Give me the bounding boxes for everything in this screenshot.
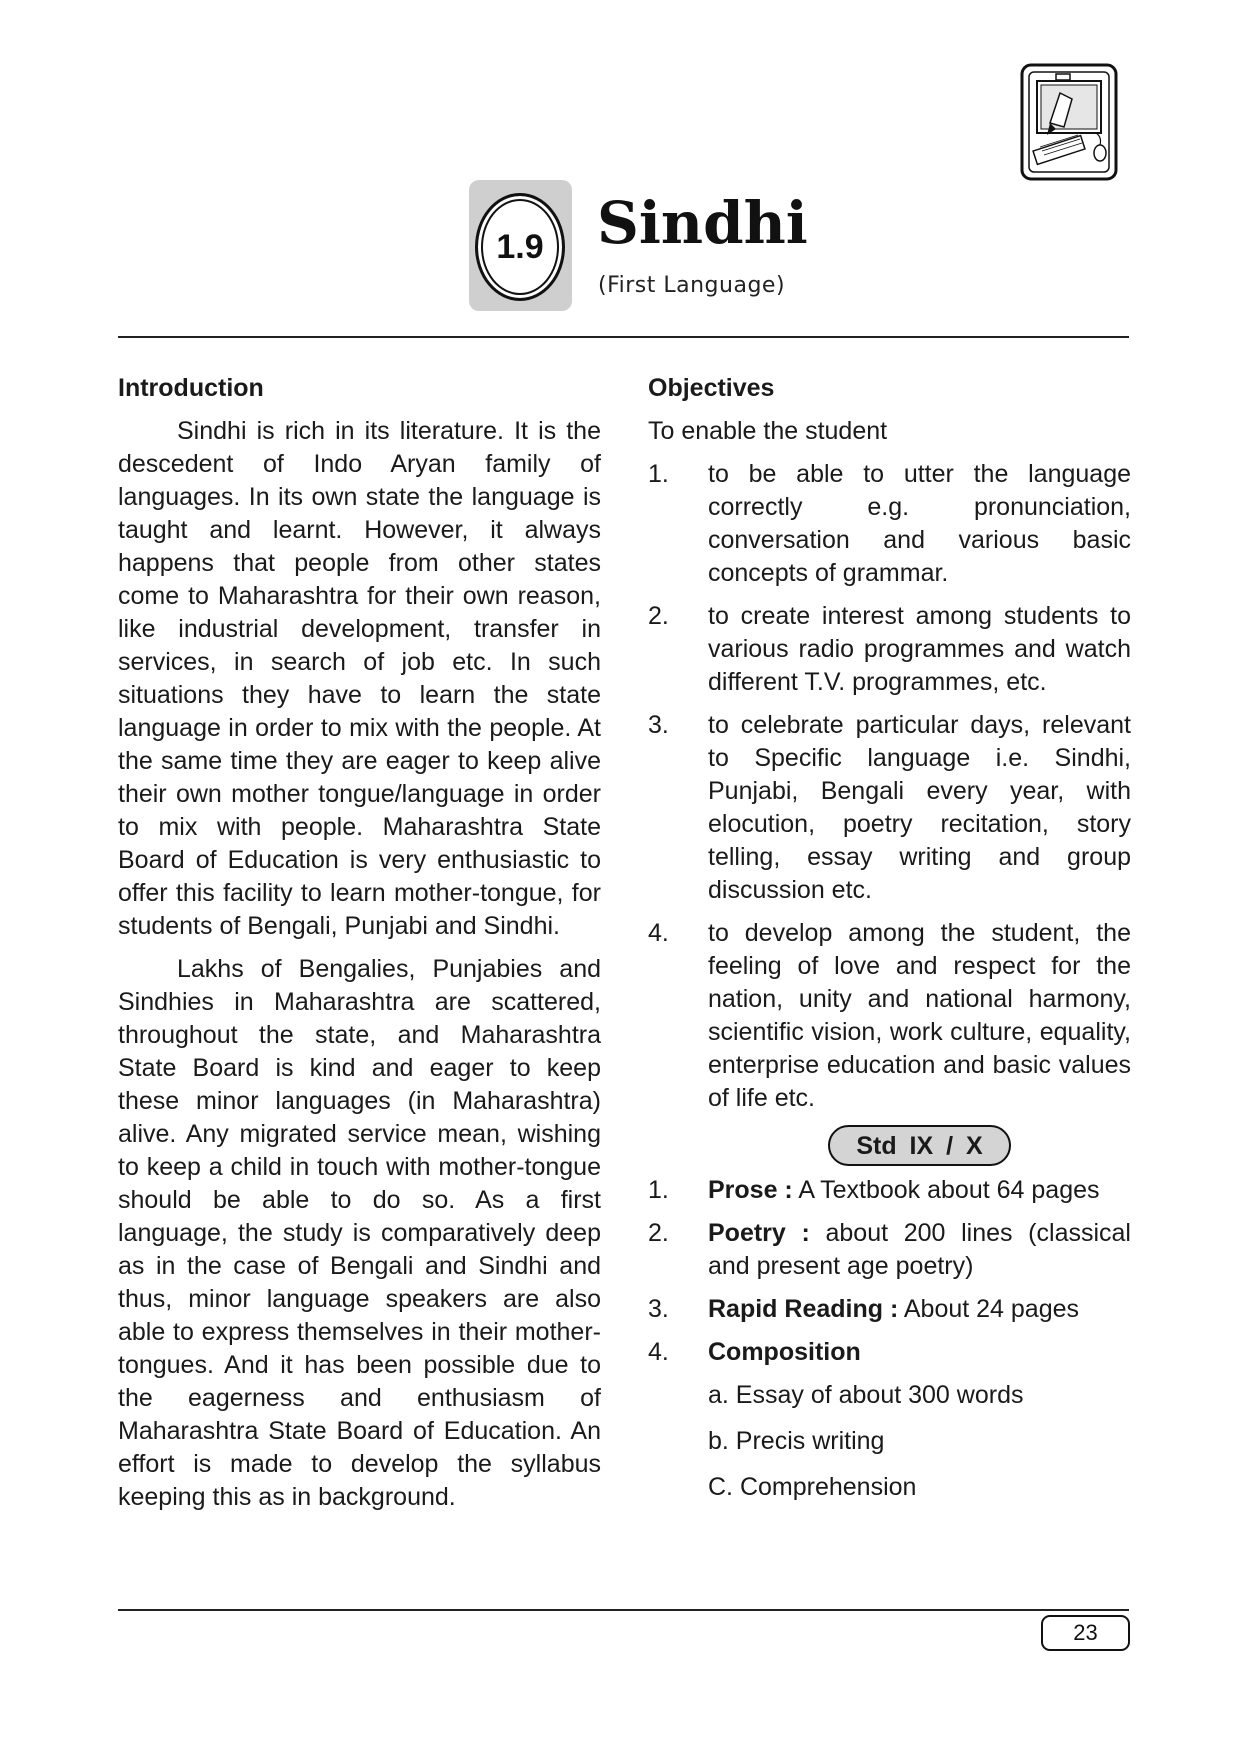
chapter-number: 1.9: [475, 193, 565, 301]
item-term: Prose :: [708, 1176, 793, 1204]
page-number: 23: [1041, 1615, 1130, 1651]
objectives-heading: Objectives: [648, 374, 775, 402]
introduction-section: [118, 372, 601, 1514]
standard-label: Std IX / X: [828, 1125, 1010, 1166]
list-item: [648, 600, 1131, 699]
chapter-badge: [469, 180, 572, 311]
bottom-divider: [118, 1609, 1129, 1611]
list-item: [648, 709, 1131, 907]
composition-item: C. Comprehension: [708, 1473, 917, 1501]
introduction-paragraph: Sindhi is rich in its literature. It is the descedent of Indo Aryan family of languages. In its own state the language is taught and learnt. However, it always happens that people from other states come to Maharashtra for their own reason, like industrial development, transfer in services, in search of job etc. In such situations they have to learn the state language in order to mix with the people. At the same time they are eager to keep alive their own mother tongue/language in order to mix with people. Maharashtra State Board of Education is very enthusiastic to offer this facility to learn mother-tongue, for students of Bengali, Punjabi and Sindhi.: [118, 417, 601, 940]
syllabus-list: [648, 1174, 1131, 1369]
item-detail: A Textbook about 64 pages: [792, 1176, 1100, 1204]
item-number: 4.: [648, 1338, 669, 1366]
composition-item: a. Essay of about 300 words: [708, 1381, 1024, 1409]
item-number: 1.: [648, 460, 669, 488]
item-detail: About 24 pages: [898, 1295, 1080, 1323]
item-number: 1.: [648, 1176, 669, 1204]
item-number: 2.: [648, 1219, 669, 1247]
item-text: [708, 1336, 1131, 1369]
item-term: Poetry :: [708, 1219, 810, 1247]
item-number: 3.: [648, 711, 669, 739]
item-term: Composition: [708, 1338, 861, 1366]
item-text: [708, 1174, 1131, 1207]
computer-drawing-icon: [1020, 63, 1118, 181]
item-text: [708, 1293, 1131, 1326]
item-text: to create interest among students to various radio programmes and watch different T.V. programmes, etc.: [708, 602, 1131, 696]
standard-label-wrap: [648, 1125, 1131, 1166]
item-number: 4.: [648, 919, 669, 947]
list-item: [648, 1293, 1131, 1326]
item-number: 3.: [648, 1295, 669, 1323]
list-item: [648, 917, 1131, 1115]
item-text: to celebrate particular days, relevant to Specific language i.e. Sindhi, Punjabi, Bengali every year, with elocution, poetry recitation, story telling, essay writing and group discussion etc.: [708, 711, 1131, 904]
top-divider: [118, 336, 1129, 338]
objectives-list: [648, 458, 1131, 1115]
introduction-heading: Introduction: [118, 374, 264, 402]
item-text: to develop among the student, the feeling of love and respect for the nation, unity and national harmony, scientific vision, work culture, equality, enterprise education and basic values of life etc.: [708, 919, 1131, 1112]
objectives-section: [648, 372, 1131, 1517]
chapter-title: Sindhi: [597, 189, 808, 257]
list-item: [648, 1336, 1131, 1369]
introduction-paragraph: Lakhs of Bengalies, Punjabies and Sindhies in Maharashtra are scattered, throughout the state, and Maharashtra State Board is kind and eager to keep these minor languages (in Maharashtra) alive. Any migrated service mean, wishing to keep a child in touch with mother-tongue should be able to do so. As a first language, the study is comparatively deep as in the case of Bengali and Sindhi and thus, minor language speakers are also able to express themselves in their mother-tongues. And it has been possible due to the eagerness and enthusiasm of Maharashtra State Board of Education. An effort is made to develop the syllabus keeping this as in background.: [118, 955, 601, 1511]
item-detail: about 200 lines (classical and present age poetry): [708, 1219, 1131, 1280]
list-item: [648, 1174, 1131, 1207]
item-number: 2.: [648, 602, 669, 630]
item-text: to be able to utter the language correctly e.g. pronunciation, conversation and various basic concepts of grammar.: [708, 460, 1131, 587]
chapter-subtitle: (First Language): [598, 273, 786, 298]
item-text: [708, 1217, 1131, 1283]
composition-item: b. Precis writing: [708, 1427, 885, 1455]
composition-list: [648, 1379, 1131, 1504]
objectives-intro: To enable the student: [648, 417, 888, 445]
list-item: [648, 1217, 1131, 1283]
item-term: Rapid Reading :: [708, 1295, 899, 1323]
list-item: [648, 458, 1131, 590]
